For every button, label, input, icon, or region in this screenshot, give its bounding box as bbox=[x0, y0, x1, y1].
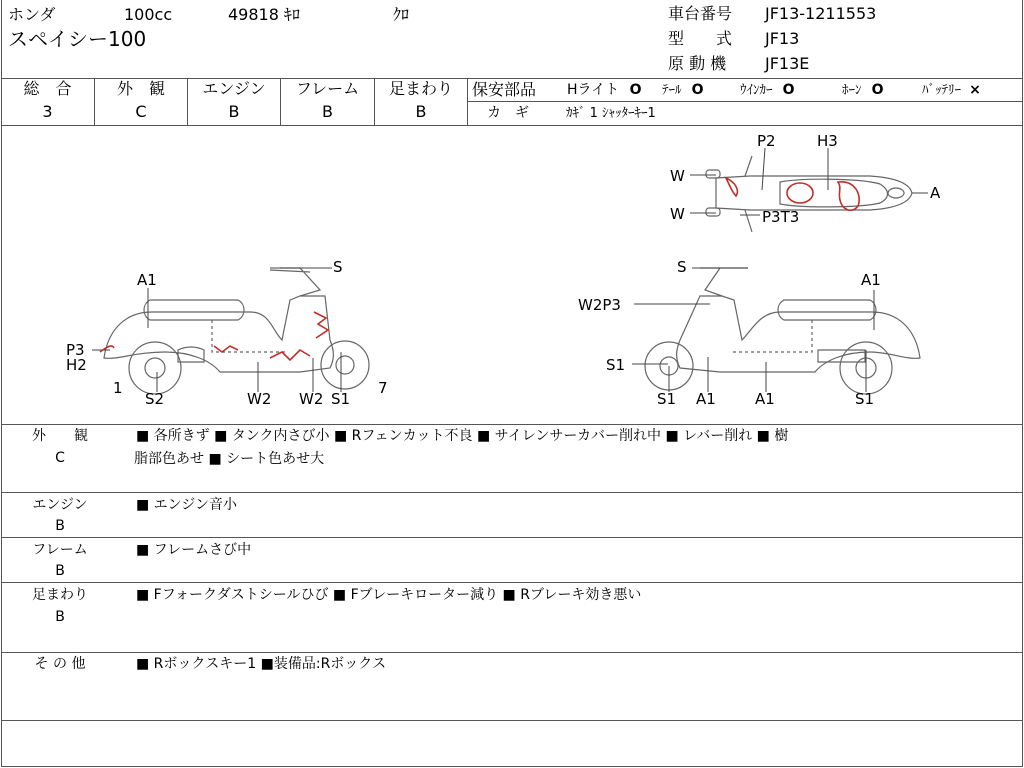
safety-item-mark: × bbox=[969, 82, 981, 98]
grade-value-suspension: B bbox=[415, 102, 427, 121]
divider bbox=[467, 101, 1022, 102]
remark-line: ■ エンジン音小 bbox=[136, 497, 237, 513]
diagram-label: P3 bbox=[66, 341, 85, 359]
safety-title: 保安部品 bbox=[472, 80, 537, 99]
remark-grade: B bbox=[55, 563, 65, 579]
diagram-label: W2 bbox=[299, 390, 324, 408]
safety-winker bbox=[740, 83, 795, 98]
diagram-label: S1 bbox=[855, 390, 875, 408]
safety-item-mark: O bbox=[629, 82, 642, 98]
remark-line: ■ 各所きず ■ タンク内さび小 ■ Rフェンカット不良 ■ サイレンサーカバー削れ中 ■ レバー削れ ■ 樹 bbox=[136, 428, 789, 444]
safety-battery bbox=[922, 83, 981, 98]
type-value: JF13 bbox=[765, 29, 800, 48]
safety-item-label: ｳｲﾝｶｰ bbox=[740, 83, 773, 98]
diagram-label: W bbox=[670, 167, 685, 185]
damage-marks bbox=[100, 178, 859, 360]
divider bbox=[1, 424, 1022, 425]
diagram-label: H3 bbox=[817, 132, 838, 150]
engine-value: JF13E bbox=[765, 54, 810, 73]
grade-value-exterior: C bbox=[135, 102, 147, 121]
divider bbox=[1, 537, 1022, 538]
divider bbox=[1, 492, 1022, 493]
diagram-label: A1 bbox=[861, 271, 881, 289]
remark-line: ■ フレームさび中 bbox=[136, 542, 252, 558]
engine-label: 原 動 機 bbox=[668, 54, 727, 73]
diagram-label: P3T3 bbox=[762, 208, 800, 226]
grade-label-total: 総 合 bbox=[23, 79, 72, 98]
remark-grade: B bbox=[55, 518, 65, 534]
diagram-label: 1 bbox=[113, 379, 123, 397]
diagram-label: W bbox=[670, 205, 685, 223]
grade-value-engine: B bbox=[228, 102, 240, 121]
diagram-label: W2P3 bbox=[578, 296, 621, 314]
safety-horn bbox=[842, 83, 884, 98]
keys-label: カ ギ bbox=[487, 105, 529, 121]
frame-no-label: 車台番号 bbox=[668, 4, 733, 23]
divider bbox=[1, 720, 1022, 721]
safety-item-label: ﾃｰﾙ bbox=[662, 83, 682, 98]
diagram-label: W2 bbox=[247, 390, 272, 408]
displacement: 100cc bbox=[124, 5, 173, 24]
grade-label-suspension: 足まわり bbox=[388, 79, 453, 98]
diagram-label: H2 bbox=[66, 356, 87, 374]
safety-item-mark: O bbox=[782, 82, 795, 98]
diagram-label: S2 bbox=[145, 390, 165, 408]
diagram-label: A bbox=[930, 184, 941, 202]
remark-line: 脂部色あせ ■ シート色あせ大 bbox=[134, 451, 325, 467]
safety-item-mark: O bbox=[691, 82, 704, 98]
maker: ホンダ bbox=[8, 5, 56, 24]
remark-category: フレーム bbox=[32, 542, 88, 558]
safety-item-label: ﾊﾞｯﾃﾘｰ bbox=[922, 83, 961, 98]
remark-line: ■ Fフォークダストシールひび ■ Fブレーキローター減り ■ Rブレーキ効き悪い bbox=[136, 587, 642, 603]
leader-lines bbox=[92, 148, 928, 392]
diagram-label: S1 bbox=[331, 390, 351, 408]
safety-item-label: Hライト bbox=[567, 82, 620, 98]
diagram-label: S bbox=[677, 258, 687, 276]
remark-category: 外 観 bbox=[32, 428, 88, 444]
frame-no: JF13-1211553 bbox=[765, 4, 877, 23]
diagram-label: A1 bbox=[696, 390, 716, 408]
divider bbox=[467, 78, 468, 125]
safety-tail bbox=[662, 83, 704, 98]
diagram-label: 7 bbox=[378, 379, 388, 397]
safety-headlight bbox=[567, 82, 641, 98]
grade-label-engine: エンジン bbox=[202, 79, 266, 98]
remark-line: ■ Rボックスキー1 ■装備品:Rボックス bbox=[136, 656, 387, 672]
mileage: 49818 ｷﾛ bbox=[228, 5, 300, 24]
diagram-label: A1 bbox=[137, 271, 157, 289]
remark-grade: C bbox=[55, 450, 65, 466]
grade-value-frame: B bbox=[322, 102, 333, 121]
divider bbox=[1, 652, 1022, 653]
remark-category: 足まわり bbox=[32, 587, 88, 603]
grade-label-frame: フレーム bbox=[295, 79, 360, 98]
diagram-label: A1 bbox=[755, 390, 775, 408]
diagram-label: P2 bbox=[757, 132, 776, 150]
model-name: スペイシー100 bbox=[8, 27, 147, 51]
diagram-label: S1 bbox=[606, 356, 626, 374]
remark-grade: B bbox=[55, 609, 65, 625]
remark-category: そ の 他 bbox=[34, 656, 86, 672]
grade-label-exterior: 外 観 bbox=[116, 79, 165, 98]
grade-value-total: 3 bbox=[42, 102, 53, 121]
diagram-label: S bbox=[333, 258, 343, 276]
remark-category: エンジン bbox=[32, 497, 88, 513]
keys-value: ｶｷﾞ 1 ｼｬｯﾀｰｷｰ1 bbox=[566, 106, 656, 121]
diagram-label: S1 bbox=[657, 390, 677, 408]
type-label: 型 式 bbox=[668, 29, 733, 48]
safety-item-label: ﾎｰﾝ bbox=[842, 83, 862, 98]
divider bbox=[1, 582, 1022, 583]
color: ｸﾛ bbox=[393, 5, 410, 24]
safety-item-mark: O bbox=[871, 82, 884, 98]
